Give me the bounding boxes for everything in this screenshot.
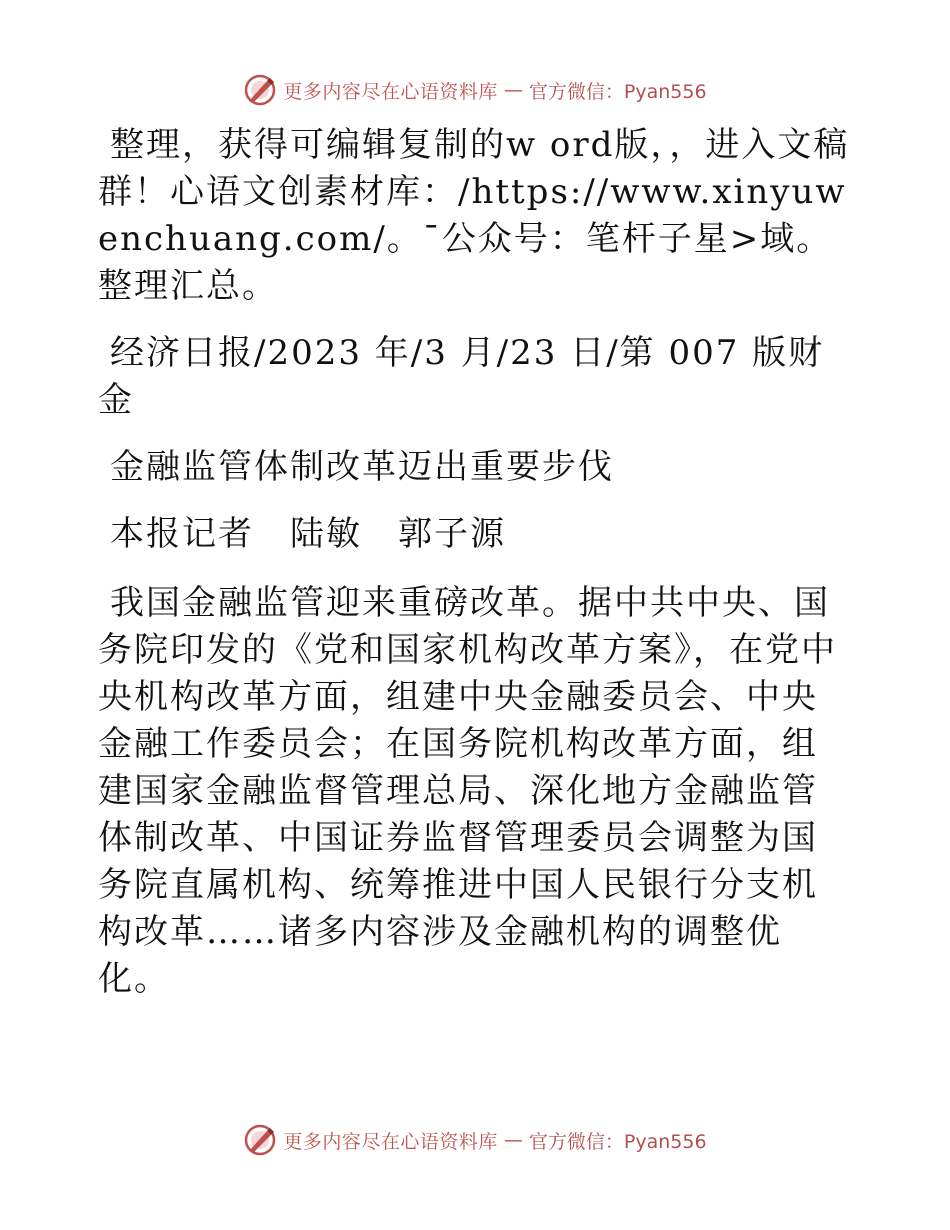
footer-watermark <box>0 1120 950 1160</box>
document-body <box>98 122 850 1003</box>
byline: 本报记者 陆敏 郭子源 <box>110 514 506 554</box>
pen-logo-icon <box>243 73 277 107</box>
header-watermark <box>0 70 950 110</box>
pen-logo-icon <box>243 1123 277 1157</box>
watermark-separator: — <box>503 79 523 101</box>
watermark-separator: — <box>503 1129 523 1151</box>
dateline: 经济日报/2023 年/3 月/23 日/第 007 版财金 <box>98 333 825 420</box>
watermark-wechat-text: 官方微信：Pyan556 <box>528 1130 707 1153</box>
intro-paragraph: 整理，获得可编辑复制的w ord版，，进入文稿群！心语文创素材库：/https://www.xinyuwenchuang.com/。¯公众号：笔杆子星>域。整理汇总。 <box>98 125 850 306</box>
watermark-main-text: 更多内容尽在心语资料库 <box>283 80 498 103</box>
body-paragraph: 我国金融监管迎来重磅改革。据中共中央、国务院印发的《党和国家机构改革方案》，在党中央机构改革方面，组建中央金融委员会、中央金融工作委员会；在国务院机构改革方面，组建国家金融监督管理总局、深化地方金融监管体制改革、中国证券监督管理委员会调整为国务院直属机构、统筹推进中国人民银行分支机构改革……诸多内容涉及金融机构的调整优化。 <box>98 583 837 999</box>
watermark-wechat-text: 官方微信：Pyan556 <box>528 80 707 103</box>
headline: 金融监管体制改革迈出重要步伐 <box>110 447 614 487</box>
watermark-main-text: 更多内容尽在心语资料库 <box>283 1130 498 1153</box>
